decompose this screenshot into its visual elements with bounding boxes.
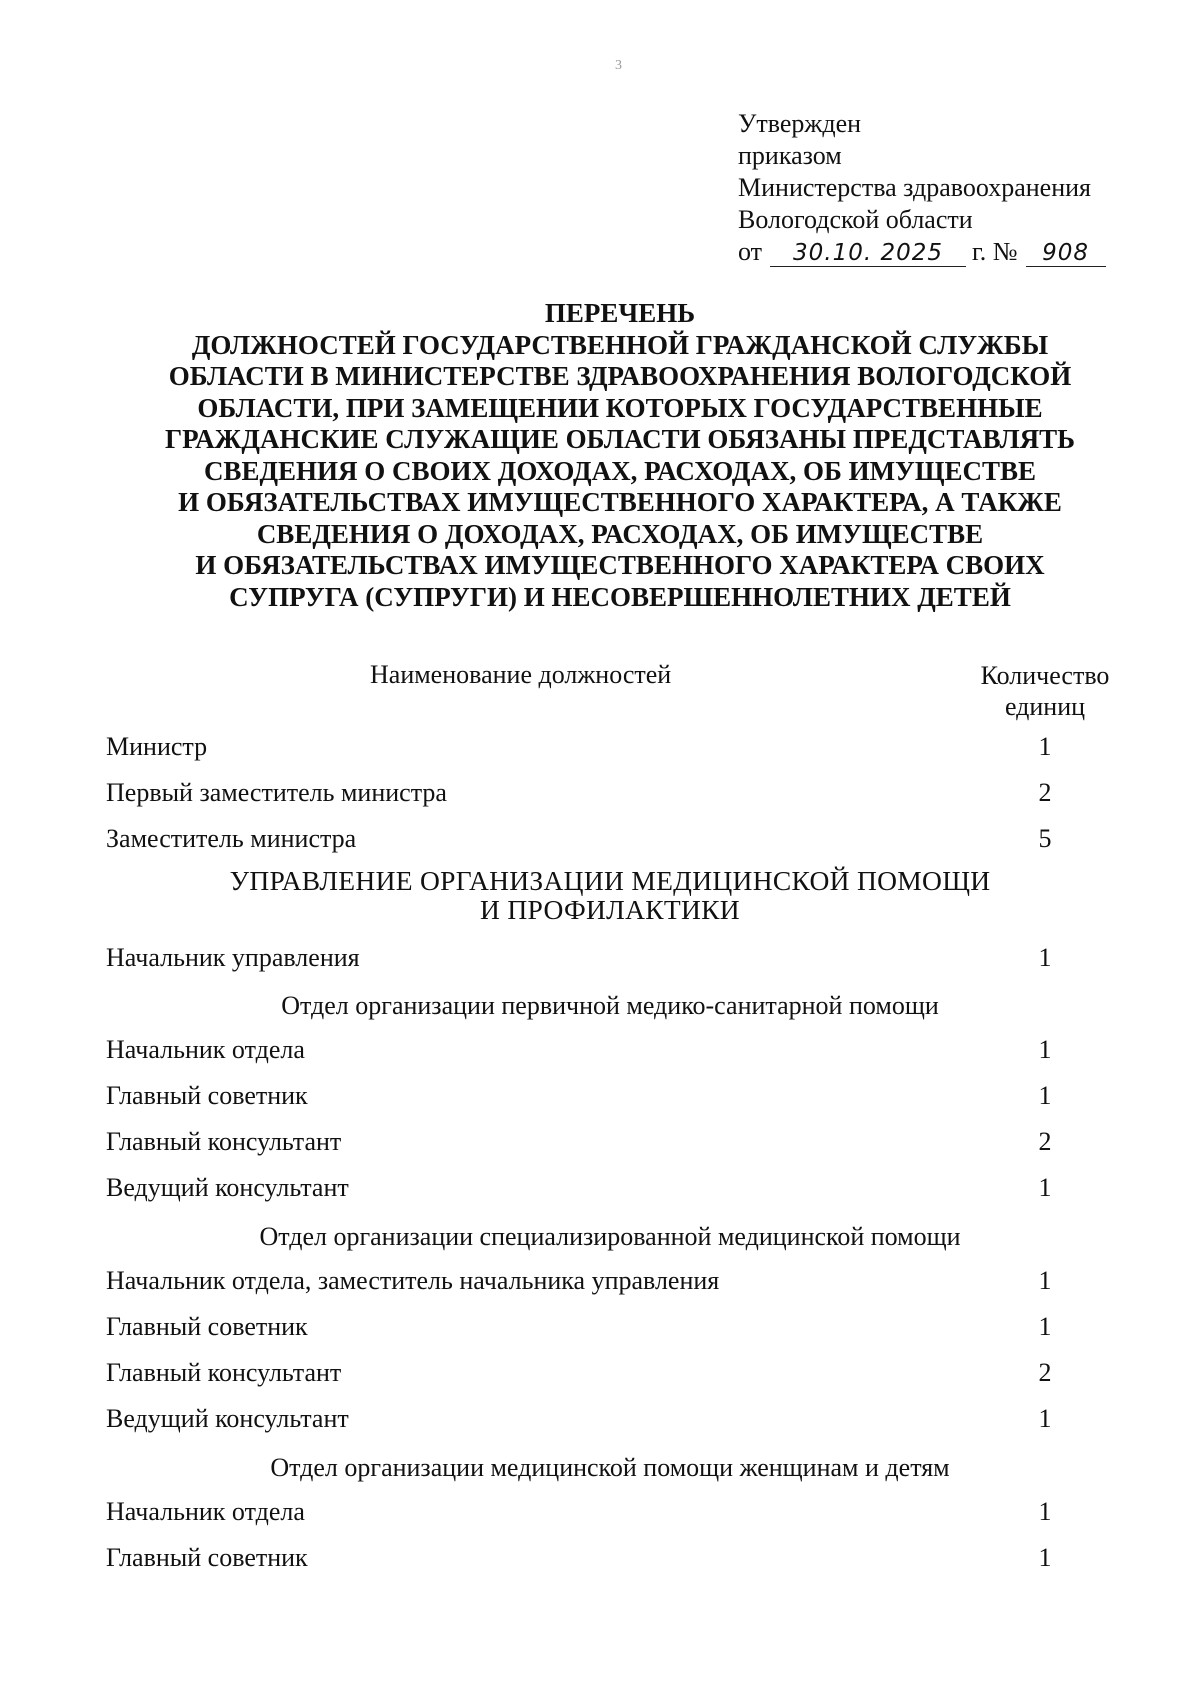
position-name: Министр xyxy=(106,732,208,761)
position-count: 1 xyxy=(1038,1404,1052,1433)
position-name: Главный консультант xyxy=(106,1358,342,1387)
position-name: Начальник управления xyxy=(106,943,360,972)
position-count: 1 xyxy=(1038,1035,1052,1064)
section-heading-department xyxy=(160,866,1060,924)
position-count: 1 xyxy=(1038,1543,1052,1572)
approval-order-line xyxy=(738,236,1106,268)
handwritten-order-number: 908 xyxy=(1026,240,1106,267)
title-line: ОБЛАСТИ, ПРИ ЗАМЕЩЕНИИ КОТОРЫХ ГОСУДАРСТВЕННЫЕ xyxy=(197,392,1043,423)
title-line: ГРАЖДАНСКИЕ СЛУЖАЩИЕ ОБЛАСТИ ОБЯЗАНЫ ПРЕДСТАВЛЯТЬ xyxy=(164,424,1076,454)
position-count: 1 xyxy=(1038,1173,1052,1202)
position-count: 2 xyxy=(1038,1127,1052,1156)
position-name: Заместитель министра xyxy=(106,824,357,853)
position-count: 2 xyxy=(1038,778,1052,807)
from-label: от xyxy=(738,237,763,266)
section-heading-division: Отдел организации первичной медико-санитарной помощи xyxy=(281,991,939,1020)
position-count: 1 xyxy=(1038,1266,1052,1295)
title-line: И ОБЯЗАТЕЛЬСТВАХ ИМУЩЕСТВЕННОГО ХАРАКТЕРА СВОИХ xyxy=(195,550,1045,580)
position-count: 1 xyxy=(1038,1081,1052,1110)
position-name: Главный консультант xyxy=(106,1127,342,1156)
position-name: Начальник отдела xyxy=(106,1035,305,1064)
year-number-label: г. № xyxy=(972,237,1018,266)
position-name: Начальник отдела xyxy=(106,1497,305,1526)
title-line: ПЕРЕЧЕНЬ xyxy=(544,298,696,328)
section-heading-division: Отдел организации медицинской помощи женщинам и детям xyxy=(270,1453,950,1482)
position-name: Первый заместитель министра xyxy=(106,778,447,807)
position-name: Главный советник xyxy=(106,1312,308,1341)
approval-line: Министерства здравоохранения xyxy=(738,173,1091,202)
position-name: Начальник отдела, заместитель начальника управления xyxy=(106,1266,720,1295)
position-name: Главный советник xyxy=(106,1081,308,1110)
approval-line: приказом xyxy=(738,141,842,170)
page-number: 3 xyxy=(615,58,622,73)
position-count: 1 xyxy=(1038,1497,1052,1526)
position-name: Ведущий консультант xyxy=(106,1173,349,1202)
position-count: 1 xyxy=(1038,943,1052,972)
column-header-count xyxy=(970,660,1120,722)
column-header-name: Наименование должностей xyxy=(370,660,672,689)
position-count: 2 xyxy=(1038,1358,1052,1387)
document-title xyxy=(80,298,1160,613)
section-heading-line: И ПРОФИЛАКТИКИ xyxy=(480,894,740,925)
approval-line: Вологодской области xyxy=(738,205,973,234)
position-name: Главный советник xyxy=(106,1543,308,1572)
title-line: СУПРУГА (СУПРУГИ) И НЕСОВЕРШЕННОЛЕТНИХ ДЕТЕЙ xyxy=(229,581,1011,612)
position-name: Ведущий консультант xyxy=(106,1404,349,1433)
section-heading-division: Отдел организации специализированной медицинской помощи xyxy=(259,1222,961,1251)
position-count: 1 xyxy=(1038,1312,1052,1341)
section-heading-line: УПРАВЛЕНИЕ ОРГАНИЗАЦИИ МЕДИЦИНСКОЙ ПОМОЩИ xyxy=(229,865,991,896)
position-count: 5 xyxy=(1038,824,1052,853)
title-line: СВЕДЕНИЯ О СВОИХ ДОХОДАХ, РАСХОДАХ, ОБ ИМУЩЕСТВЕ xyxy=(203,455,1037,486)
handwritten-date: 30.10. 2025 xyxy=(770,240,966,267)
title-line: ДОЛЖНОСТЕЙ ГОСУДАРСТВЕННОЙ ГРАЖДАНСКОЙ СЛУЖБЫ xyxy=(191,329,1049,360)
title-line: ОБЛАСТИ В МИНИСТЕРСТВЕ ЗДРАВООХРАНЕНИЯ ВОЛОГОДСКОЙ xyxy=(168,361,1072,391)
position-count: 1 xyxy=(1038,732,1052,761)
column-header-count-line: единиц xyxy=(1004,692,1086,721)
title-line: СВЕДЕНИЯ О ДОХОДАХ, РАСХОДАХ, ОБ ИМУЩЕСТВЕ xyxy=(256,518,984,549)
title-line: И ОБЯЗАТЕЛЬСТВАХ ИМУЩЕСТВЕННОГО ХАРАКТЕРА, А ТАКЖЕ xyxy=(178,487,1062,517)
approval-block xyxy=(738,108,1106,268)
column-header-count-line: Количество xyxy=(980,661,1110,690)
approval-line: Утвержден xyxy=(738,109,862,138)
